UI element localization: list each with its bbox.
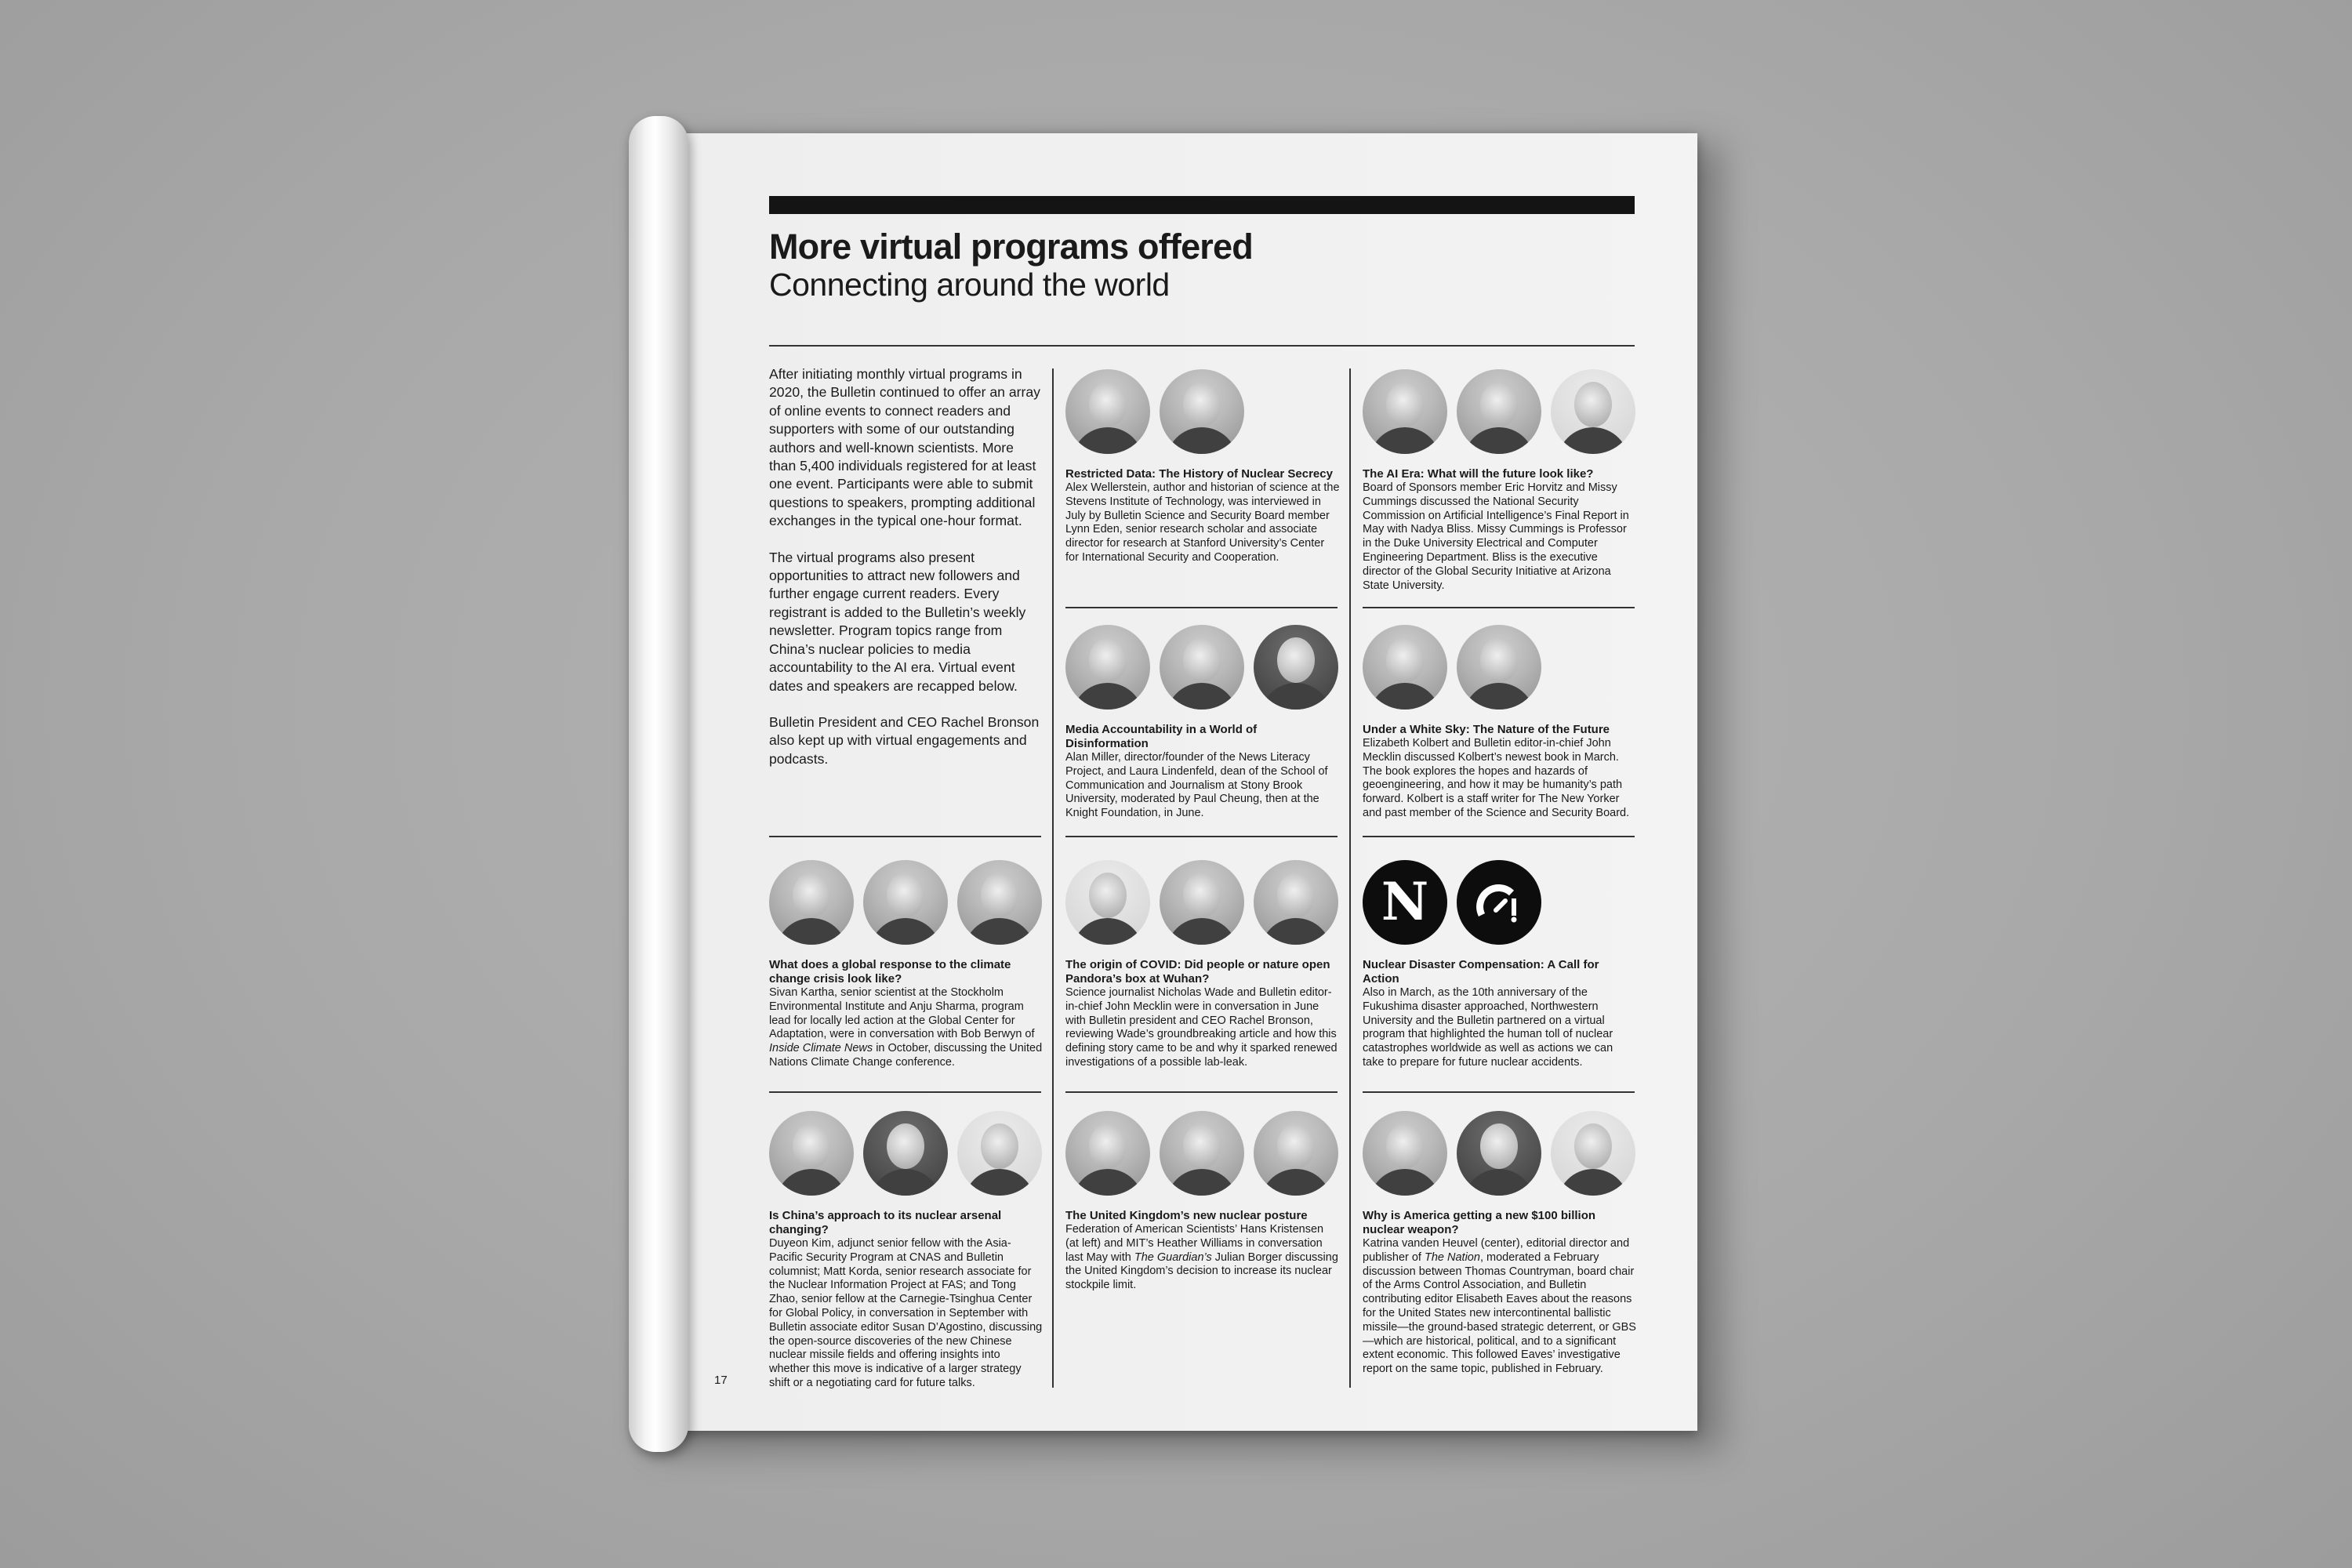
page-subtitle: Connecting around the world <box>769 267 1170 303</box>
event-description: Duyeon Kim, adjunct senior fellow with the Asia-Pacific Security Program at CNAS and Bulletin columnist; Matt Korda, senior research associate for the Nuclear Information Project at FAS; and Tong Zhao, senior fellow at the Carnegie-Tsinghua Center for Global Policy, in conversation in September with Bulletin associate editor Susan D’Agostino, discussing the open-source discoveries of the new Chinese nuclear missile fields and offering insights into whether this move is indicative of a larger strategy shift or a negotiating card for future talks. <box>769 1237 1043 1389</box>
header-divider <box>769 345 1635 347</box>
speaker-photo <box>957 1111 1042 1196</box>
row-divider <box>1065 1091 1338 1093</box>
speaker-photo <box>1254 625 1338 710</box>
event-covid-origin <box>1065 860 1340 1070</box>
speaker-photo <box>1551 369 1635 454</box>
speaker-photo <box>1363 369 1447 454</box>
event-climate <box>769 860 1044 1070</box>
row-divider <box>769 836 1041 837</box>
event-title: The origin of COVID: Did people or nature open Pandora’s box at Wuhan? <box>1065 958 1330 985</box>
intro-paragraph: After initiating monthly virtual programs in 2020, the Bulletin continued to offer an array of online events to connect readers and supporters with some of our outstanding authors and well-known scientists. More than 5,400 individuals registered for at least one event. Participants were able to submit questions to speakers, prompting additional exchanges in the typical one-hour format. <box>769 366 1040 529</box>
speaker-photo <box>1551 1111 1635 1196</box>
event-america-weapon <box>1363 1111 1637 1377</box>
event-description: Also in March, as the 10th anniversary of the Fukushima disaster approached, Northwestern University and the Bulletin partnered on a virtual program that highlighted the human toll of nuclear catastrophes worldwide as well as actions we can take to prepare for future nuclear accidents. <box>1363 986 1613 1069</box>
intro-paragraph: Bulletin President and CEO Rachel Bronson also kept up with virtual engagements and podcasts. <box>769 713 1040 767</box>
page-number: 17 <box>714 1374 728 1387</box>
row-divider <box>1065 607 1338 608</box>
speaker-photo <box>1065 1111 1150 1196</box>
speaker-photo <box>1160 1111 1244 1196</box>
speaker-photo <box>1363 625 1447 710</box>
event-description: Katrina vanden Heuvel (center), editorial director and publisher of The Nation, moderated a February discussion between Thomas Countryman, board chair of the Arms Control Association, and Bulletin contributing editor Elisabeth Eaves about the reasons for the United States new intercontinental ballistic missile—the ground-based strategic deterrent, or GBS—which are historical, political, and to a significant extent economic. This followed Eaves’ investigative report on the same topic, published in February. <box>1363 1237 1636 1376</box>
speaker-photo <box>863 1111 948 1196</box>
event-description: Sivan Kartha, senior scientist at the Stockholm Environmental Institute and Anju Sharma, program lead for locally led action at the Global Center for Adaptation, were in conversation with Bob Berwyn of Inside Climate News in October, discussing the United Nations Climate Change conference. <box>769 986 1043 1069</box>
speaker-photo <box>1065 860 1150 945</box>
event-title: Is China’s approach to its nuclear arsenal changing? <box>769 1209 1002 1236</box>
speaker-photo <box>957 860 1042 945</box>
speaker-photo <box>1363 1111 1447 1196</box>
event-restricted-data <box>1065 369 1340 565</box>
northwestern-logo <box>1363 860 1447 945</box>
row-divider <box>1363 836 1635 837</box>
speaker-photo <box>1457 625 1541 710</box>
speaker-photo <box>1254 1111 1338 1196</box>
event-title: Under a White Sky: The Nature of the Future <box>1363 723 1610 736</box>
doomsday-clock-icon <box>1457 860 1541 945</box>
event-title: What does a global response to the climate change crisis look like? <box>769 958 1011 985</box>
event-title: Media Accountability in a World of Disinformation <box>1065 723 1258 750</box>
magazine-spine <box>629 116 688 1452</box>
event-media-accountability <box>1065 625 1340 821</box>
event-title: Nuclear Disaster Compensation: A Call for Action <box>1363 958 1599 985</box>
northwestern-n-icon <box>1363 860 1447 945</box>
row-divider <box>1065 836 1338 837</box>
event-nuclear-compensation <box>1363 860 1637 1070</box>
event-description: Elizabeth Kolbert and Bulletin editor-in-chief John Mecklin discussed Kolbert’s newest book in March. The book explores the hopes and hazards of geoengineering, and how it may be humanity’s path forward. Kolbert is a staff writer for The New Yorker and past member of the Science and Security Board. <box>1363 737 1630 819</box>
column-divider <box>1349 368 1351 1388</box>
speaker-photo <box>1457 369 1541 454</box>
speaker-photo <box>863 860 948 945</box>
speaker-photo <box>1160 369 1244 454</box>
logo-letter: N <box>1381 871 1429 932</box>
event-china-arsenal <box>769 1111 1044 1391</box>
intro-paragraph: The virtual programs also present opportunities to attract new followers and further engage current readers. Every registrant is added to the Bulletin’s weekly newsletter. Program topics range from China’s nuclear policies to media accountability to the AI era. Virtual event dates and speakers are recapped below. <box>769 549 1026 694</box>
page-title: More virtual programs offered <box>769 227 1253 267</box>
column-divider <box>1052 368 1054 1388</box>
speaker-photo <box>1065 625 1150 710</box>
event-description: Science journalist Nicholas Wade and Bulletin editor-in-chief John Mecklin were in conversation in June with Bulletin president and CEO Rachel Bronson, reviewing Wade’s groundbreaking article and how this defining story came to be and why it sparked renewed investigations of a possible lab-leak. <box>1065 986 1338 1069</box>
header-rule <box>769 196 1635 214</box>
event-uk-posture <box>1065 1111 1340 1293</box>
speaker-photo <box>769 1111 854 1196</box>
event-title: Restricted Data: The History of Nuclear Secrecy <box>1065 467 1333 481</box>
speaker-photo <box>1065 369 1150 454</box>
event-title: The AI Era: What will the future look like? <box>1363 467 1594 481</box>
speaker-photo <box>1160 860 1244 945</box>
event-title: The United Kingdom’s new nuclear posture <box>1065 1209 1308 1222</box>
event-ai-era <box>1363 369 1637 593</box>
event-white-sky <box>1363 625 1637 821</box>
event-description: Alex Wellerstein, author and historian of science at the Stevens Institute of Technology, was interviewed in July by Bulletin Science and Security Board member Lynn Eden, senior research scholar and associate director for research at Stanford University’s Center for International Security and Cooperation. <box>1065 481 1340 564</box>
row-divider <box>769 1091 1041 1093</box>
speaker-photo <box>1160 625 1244 710</box>
row-divider <box>1363 1091 1635 1093</box>
event-description: Board of Sponsors member Eric Horvitz and Missy Cummings discussed the National Security Commission on Artificial Intelligence’s Final Report in May with Nadya Bliss. Missy Cummings is Professor in the Duke University Electrical and Computer Engineering Department. Bliss is the executive director of the Global Security Initiative at Arizona State University. <box>1363 481 1629 592</box>
row-divider <box>1363 607 1635 608</box>
intro-text <box>769 365 1044 786</box>
speaker-photo <box>1254 860 1338 945</box>
speaker-photo <box>1457 1111 1541 1196</box>
speaker-photo <box>769 860 854 945</box>
bulletin-clock-logo <box>1457 860 1541 945</box>
event-description: Federation of American Scientists’ Hans Kristensen (at left) and MIT’s Heather Williams in conversation last May with The Guardian’s Julian Borger discussing the United Kingdom’s decision to increase its nuclear stockpile limit. <box>1065 1223 1338 1292</box>
event-title: Why is America getting a new $100 billion nuclear weapon? <box>1363 1209 1596 1236</box>
event-description: Alan Miller, director/founder of the News Literacy Project, and Laura Lindenfeld, dean of the School of Communication and Journalism at Stony Brook University, moderated by Paul Cheung, then at the Knight Foundation, in June. <box>1065 751 1328 820</box>
